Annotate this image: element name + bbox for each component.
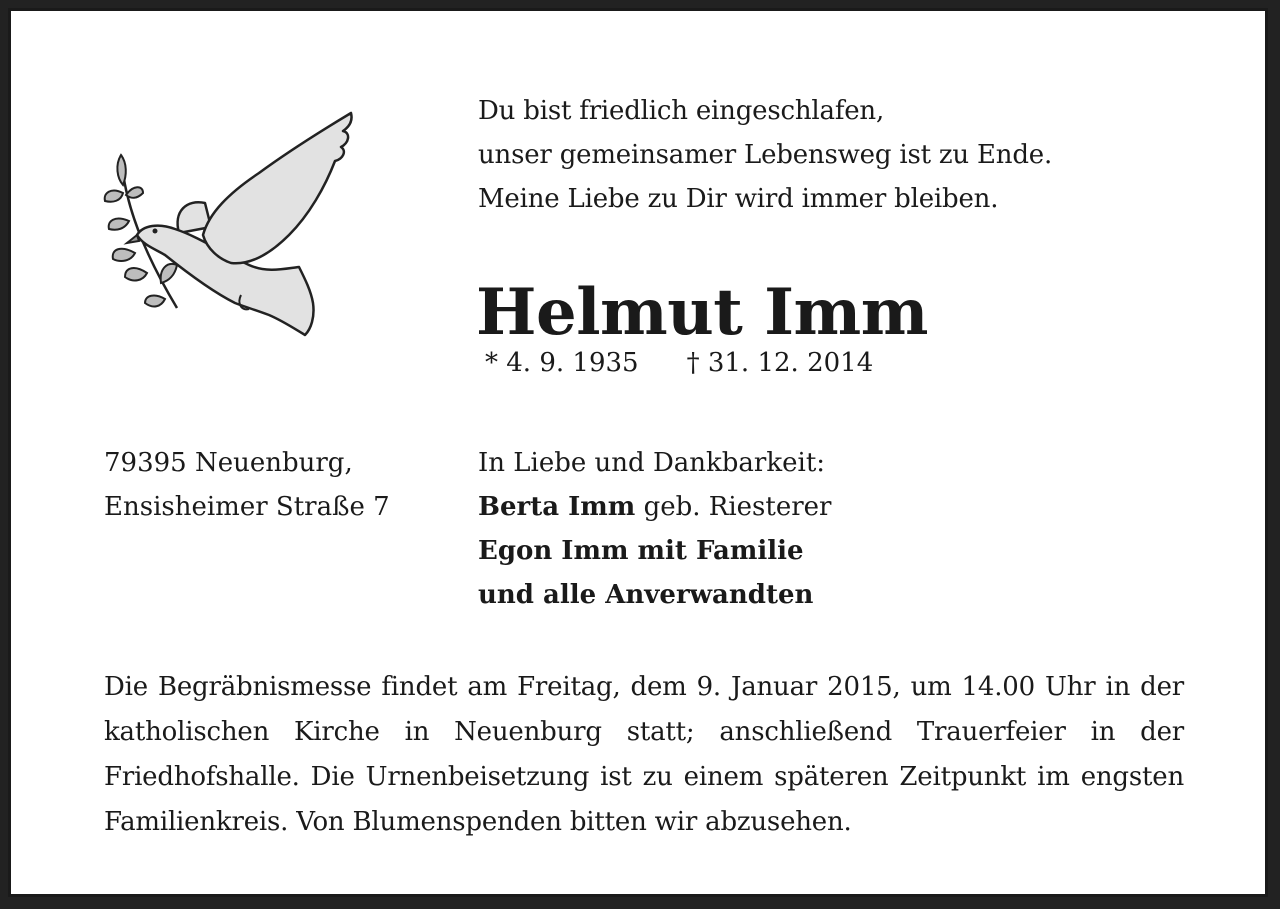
poem xyxy=(478,89,1052,221)
mourner-egon: Egon Imm mit Familie xyxy=(478,536,804,566)
mourner-relatives: und alle Anverwandten xyxy=(478,580,814,610)
address xyxy=(104,441,390,529)
birth-date: * 4. 9. 1935 xyxy=(485,348,639,378)
funeral-notice-text: Die Begräbnismesse findet am Freitag, dem 9. Januar 2015, um 14.00 Uhr in der katholischen Kirche in Neuenburg statt; anschließend Trauerfeier in der Friedhofshalle. Die Urnenbeisetzung ist zu einem späteren Zeitpunkt im engsten Familienkreis. Von Blumenspenden bitten wir abzusehen. xyxy=(104,672,1184,837)
poem-line: Meine Liebe zu Dir wird immer bleiben. xyxy=(478,184,999,214)
dove-with-olive-branch-icon xyxy=(99,103,361,343)
poem-line: Du bist friedlich eingeschlafen, xyxy=(478,96,885,126)
obituary-notice xyxy=(8,8,1268,897)
death-date: † 31. 12. 2014 xyxy=(686,348,874,378)
mourner-maiden-name: geb. Riesterer xyxy=(635,492,832,522)
mourner-name: Berta Imm xyxy=(478,492,636,522)
address-city: 79395 Neuenburg, xyxy=(104,448,353,478)
deceased-name: Helmut Imm xyxy=(476,275,928,350)
mourners-intro: In Liebe und Dankbarkeit: xyxy=(478,448,826,478)
mourner-berta xyxy=(478,485,831,529)
mourners xyxy=(478,441,831,617)
poem-line: unser gemeinsamer Lebensweg ist zu Ende. xyxy=(478,140,1053,170)
address-street: Ensisheimer Straße 7 xyxy=(104,492,390,522)
life-dates xyxy=(485,345,873,381)
